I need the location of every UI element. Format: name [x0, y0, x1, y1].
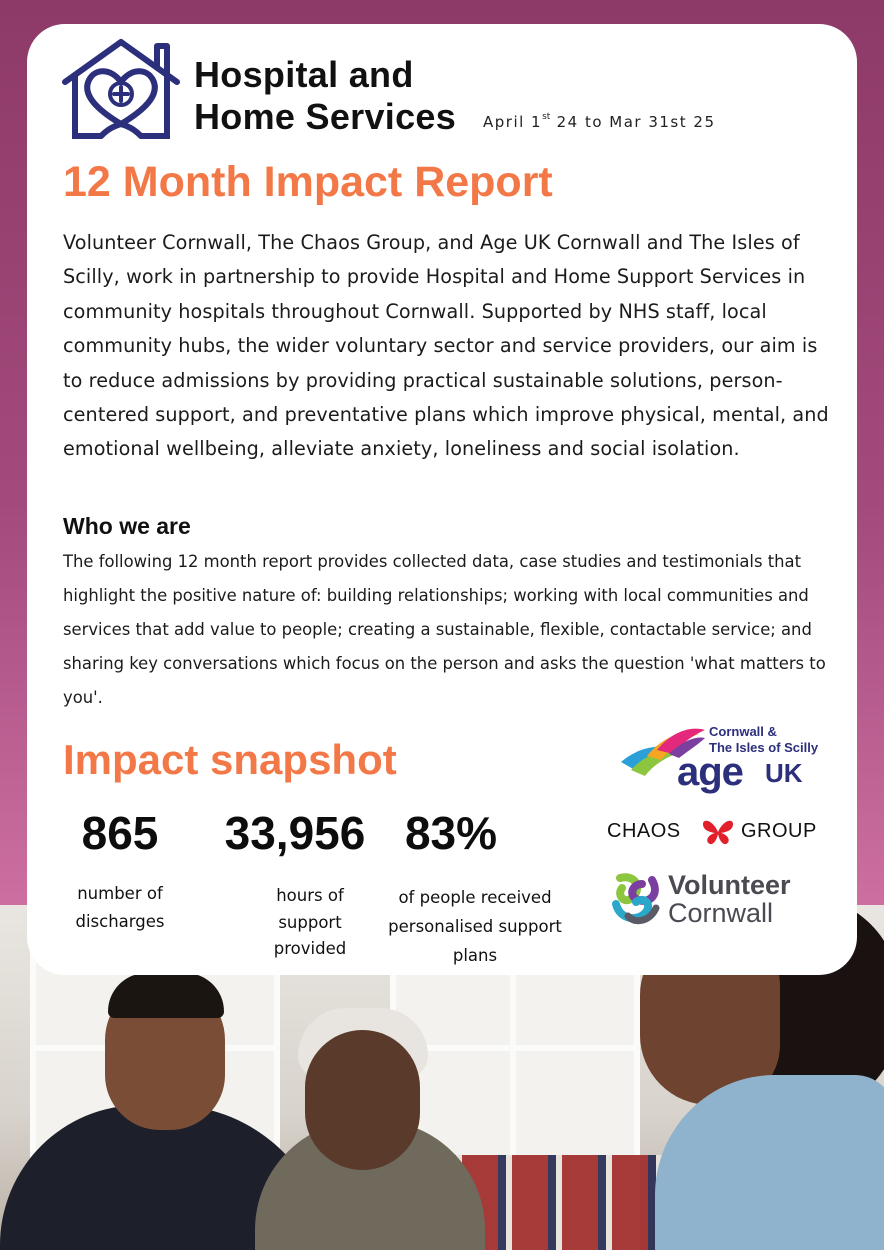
- stat-label-line: personalised support: [388, 917, 562, 936]
- vc-line-1: Volunteer: [668, 870, 791, 900]
- stat-label-line: support: [278, 912, 342, 932]
- stat-label-line: discharges: [75, 912, 165, 931]
- stat-discharges: [55, 808, 185, 936]
- stat-label-line: provided: [273, 939, 347, 958]
- ageuk-wordmark: age: [677, 750, 743, 794]
- stat-label-line: number of: [77, 884, 163, 903]
- volunteer-cornwall-logo: [608, 870, 823, 930]
- intro-paragraph: Volunteer Cornwall, The Chaos Group, and Age UK Cornwall and The Isles of Scilly, work in partnership to provide Hospital and Home Support Services in community hospitals throughout Cornwall. Supported by NHS staff, local community hubs, the wider voluntary sector and service providers, our aim is to reduce admissions by providing practical sustainable solutions, person-centered support, and preventative plans which improve physical, mental, and emotional wellbeing, alleviate anxiety, loneliness and social isolation.: [63, 231, 829, 461]
- stat-label-line: of people received: [398, 888, 552, 907]
- date-ordinal: st: [542, 112, 551, 122]
- date-rest: 24 to Mar 31st 25: [550, 113, 716, 131]
- stat-label: [377, 883, 573, 970]
- stat-value: 33,956: [224, 807, 366, 859]
- chaos-group-logo: [607, 818, 822, 848]
- plus-icon: [110, 83, 132, 105]
- stat-support-hours: [210, 808, 380, 963]
- ageuk-uk: UK: [765, 758, 803, 788]
- butterfly-icon: [701, 818, 735, 846]
- older-woman-head: [305, 1030, 420, 1170]
- who-we-are-body: The following 12 month report provides collected data, case studies and testimonials that highlight the positive nature of: building relationships; working with local communities and services that add value to people; creating a sustainable, flexible, contactable service; and sharing key conversations which focus on the person and asks the question 'what matters to you'.: [63, 552, 826, 707]
- who-we-are-heading: Who we are: [63, 513, 191, 539]
- stat-label: [55, 880, 185, 936]
- vc-line-2: Cornwall: [668, 898, 774, 928]
- date-range: [483, 112, 716, 131]
- group-word: GROUP: [741, 820, 817, 842]
- stat-value: 865: [81, 807, 159, 859]
- chaos-word: CHAOS: [607, 820, 681, 842]
- report-title: 12 Month Impact Report: [63, 158, 553, 206]
- ageuk-logo: [617, 724, 827, 804]
- ageuk-region-line: Cornwall &: [709, 724, 777, 739]
- stat-label-line: hours of: [276, 886, 344, 905]
- volunteer-cornwall-knot-icon: [608, 870, 664, 926]
- house-heart-logo-icon: [61, 36, 181, 140]
- report-card: [27, 24, 857, 975]
- stat-value: 83%: [404, 807, 498, 859]
- brand-line-1: Hospital and: [194, 54, 414, 95]
- ageuk-region-line: The Isles of Scilly: [709, 740, 819, 755]
- brand-title: [194, 54, 456, 138]
- brand-line-2: Home Services: [194, 96, 457, 137]
- date-start: April 1: [483, 113, 543, 131]
- stat-personalised-plans: [377, 808, 573, 970]
- impact-snapshot-title: Impact snapshot: [63, 736, 397, 783]
- man-hair: [108, 973, 224, 1018]
- stat-label-line: plans: [452, 946, 498, 965]
- stat-label: [210, 883, 380, 963]
